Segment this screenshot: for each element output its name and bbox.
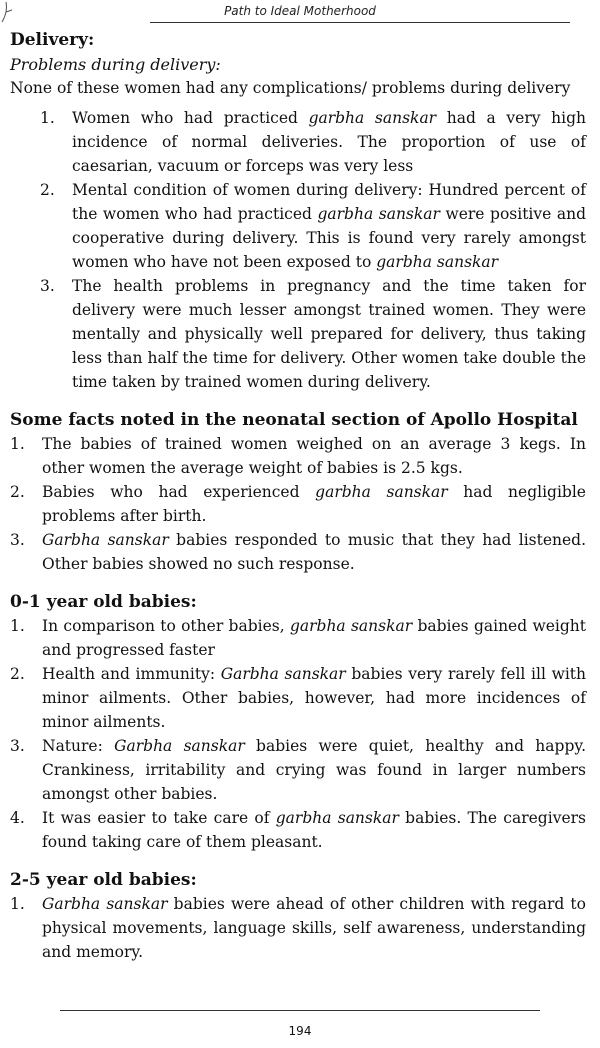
list-item-number: 3. <box>40 277 55 295</box>
page-number: 194 <box>288 1024 312 1038</box>
text-run: babies were quiet, healthy and happy. Crankiness, irritability and crying was found in larger numbers amongst other babies. <box>42 737 586 803</box>
list-item <box>10 614 586 662</box>
header-rule <box>150 22 570 23</box>
list-item <box>10 528 586 576</box>
text-run: babies were ahead of other children with regard to physical movements, language skills, self awareness, understanding and memory. <box>42 895 586 961</box>
list-item <box>40 106 586 178</box>
babies-0-1-section <box>10 590 586 854</box>
text-run: babies. The caregivers found taking care of them pleasant. <box>42 809 586 851</box>
delivery-list <box>40 106 586 394</box>
babies-2-5-section <box>10 868 586 964</box>
text-run: Women who had practiced <box>72 109 309 127</box>
list-item <box>10 662 586 734</box>
list-item-number: 3. <box>10 737 25 755</box>
list-item-text <box>42 892 586 964</box>
page-body <box>10 28 586 964</box>
section-heading: 0-1 year old babies: <box>10 592 197 612</box>
list-item-text <box>72 274 586 394</box>
text-run: babies responded to music that they had listened. Other babies showed no such response. <box>42 531 587 573</box>
list-item-number: 1. <box>10 895 25 913</box>
running-header: Path to Ideal Motherhood <box>224 4 376 18</box>
footer-rule <box>60 1010 540 1011</box>
list-item-text <box>42 528 586 576</box>
list-item <box>40 178 586 274</box>
list-item-text <box>72 178 586 274</box>
text-run: The babies of trained women weighed on an average 3 kegs. In other women the average weight of babies is 2.5 kgs. <box>42 435 586 477</box>
list-item-number: 1. <box>10 435 25 453</box>
italic-term: Garbha sanskar <box>42 895 168 913</box>
list-item-text <box>42 734 586 806</box>
text-run: Mental condition of women during delivery: Hundred percent of the women who had practiced <box>72 181 586 223</box>
list-item-text <box>42 806 586 854</box>
neonatal-list <box>10 432 586 576</box>
text-run: Babies who had experienced <box>42 483 316 501</box>
list-item <box>10 892 586 964</box>
italic-term: garbha sanskar <box>315 483 448 501</box>
neonatal-section <box>10 408 586 576</box>
italic-term: Garbha sanskar <box>220 665 346 683</box>
italic-term: garbha sanskar <box>376 253 499 271</box>
section-intro: None of these women had any complications/ problems during delivery <box>10 79 571 97</box>
italic-term: Garbha sanskar <box>42 531 169 549</box>
list-item-number: 2. <box>40 181 55 199</box>
section-heading: Some facts noted in the neonatal section of Apollo Hospital <box>10 410 578 430</box>
list-item-text <box>42 480 586 528</box>
list-item <box>10 806 586 854</box>
italic-term: garbha sanskar <box>275 809 399 827</box>
list-item <box>10 480 586 528</box>
list-item-number: 1. <box>10 617 25 635</box>
list-item <box>10 734 586 806</box>
list-item-text <box>42 614 586 662</box>
list-item-number: 4. <box>10 809 25 827</box>
list-item-number: 1. <box>40 109 55 127</box>
italic-term: Garbha sanskar <box>114 737 245 755</box>
list-item <box>10 432 586 480</box>
list-item-text <box>42 662 586 734</box>
text-run: It was easier to take care of <box>42 809 276 827</box>
text-run: Nature: <box>42 737 115 755</box>
babies-2-5-list <box>10 892 586 964</box>
italic-term: garbha sanskar <box>317 205 440 223</box>
list-item-text <box>72 106 586 178</box>
text-run: babies gained weight and progressed faster <box>42 617 586 659</box>
section-subheading: Problems during delivery: <box>10 55 221 74</box>
italic-term: garbha sanskar <box>289 617 413 635</box>
section-heading: Delivery: <box>10 30 95 50</box>
text-run: Health and immunity: <box>42 665 221 683</box>
text-run: had a very high incidence of normal deliveries. The proportion of use of caesarian, vacuum or forceps was very less <box>72 109 586 175</box>
list-item <box>40 274 586 394</box>
list-item-number: 3. <box>10 531 25 549</box>
text-run: had negligible problems after birth. <box>42 483 586 525</box>
italic-term: garbha sanskar <box>308 109 437 127</box>
delivery-section <box>10 28 586 394</box>
list-item-number: 2. <box>10 483 25 501</box>
list-item-number: 2. <box>10 665 25 683</box>
text-run: were positive and cooperative during delivery. This is found very rarely amongst women who have not been exposed to <box>72 205 586 271</box>
text-run: In comparison to other babies, <box>42 617 290 635</box>
text-run: The health problems in pregnancy and the time taken for delivery were much lesser amongst trained women. They were mentally and physically well prepared for delivery, thus taking less than half the time for delivery. Other women take double the time taken by trained women during delivery. <box>72 277 586 391</box>
babies-0-1-list <box>10 614 586 854</box>
section-heading: 2-5 year old babies: <box>10 870 197 890</box>
text-run: babies very rarely fell ill with minor ailments. Other babies, however, had more incidences of minor ailments. <box>42 665 587 731</box>
list-item-text <box>42 432 586 480</box>
